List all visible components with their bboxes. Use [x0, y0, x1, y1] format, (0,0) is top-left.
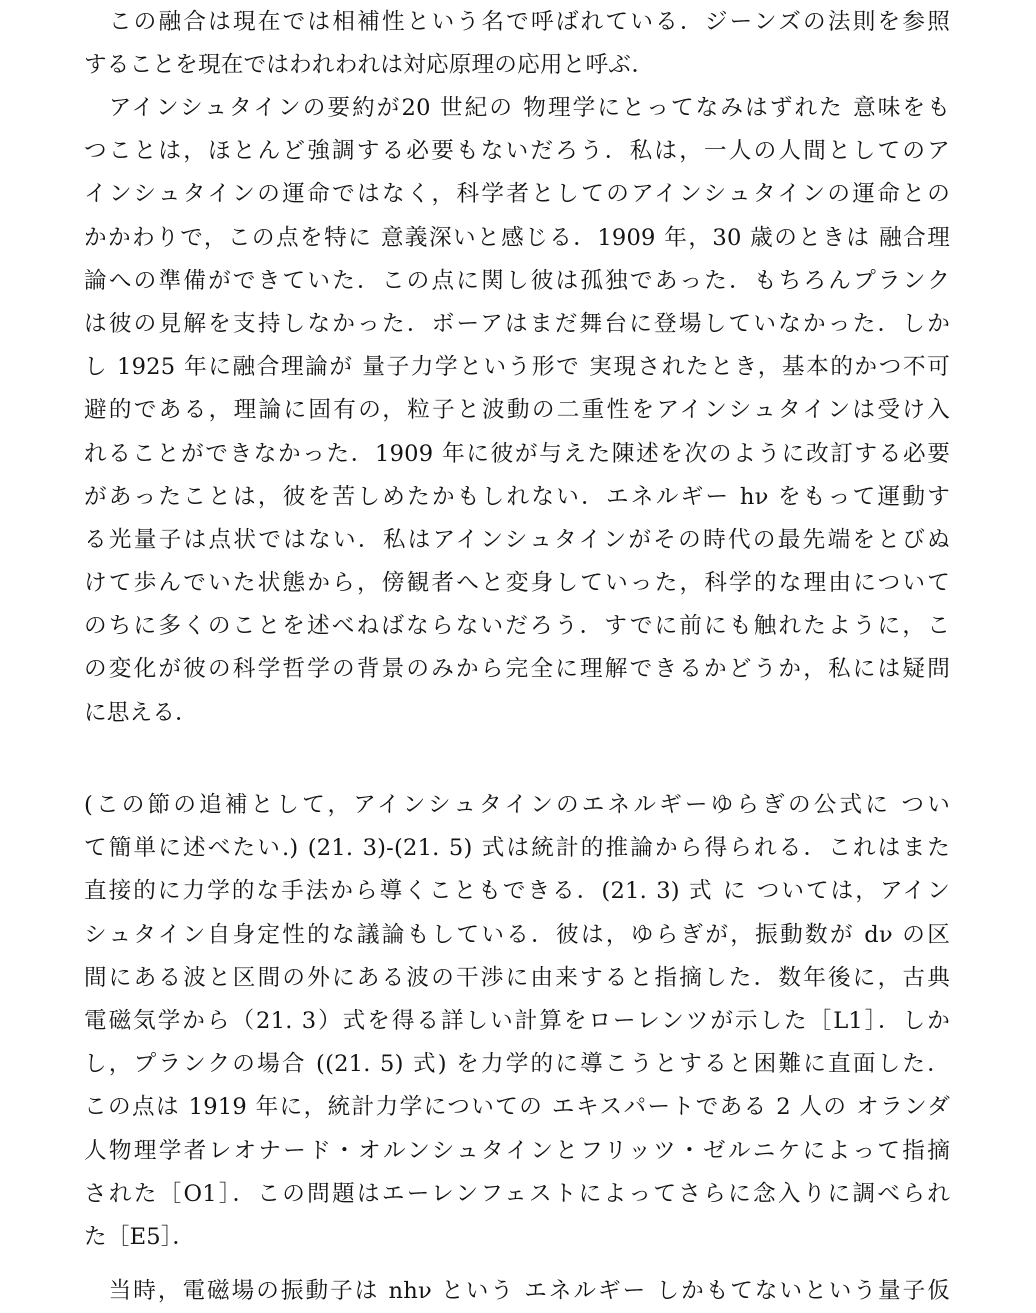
text-line: 直接的に力学的な手法から導くこともできる．(21. 3) 式 に ついては，アイン — [84, 878, 950, 905]
text-line: この点は 1919 年に，統計力学についての エキスパートである 2 人の オランダ — [84, 1094, 950, 1121]
text-line: (この節の追補として，アインシュタインのエネルギーゆらぎの公式に つい — [84, 792, 950, 818]
paragraph-einstein-summary — [84, 87, 950, 735]
text-line: に思える． — [84, 699, 198, 726]
text-line: することを現在ではわれわれは対応原理の応用と呼ぶ． — [84, 52, 655, 79]
text-line: けて歩んでいた状態から，傍観者へと変身していった，科学的な理由について — [84, 570, 950, 597]
text-line: 避的である，理論に固有の，粒子と波動の二重性をアインシュタインは受け入 — [84, 397, 950, 424]
text-line: は彼の見解を支持しなかった．ボーアはまだ舞台に登場していなかった．しか — [84, 310, 950, 337]
paragraph-oscillator — [84, 1270, 950, 1313]
text-line: があったことは，彼を苦しめたかもしれない．エネルギー hν をもって運動す — [84, 483, 950, 510]
text-line: かかわりで，この点を特に 意義深いと感じる．1909 年，30 歳のときは 融合理 — [84, 224, 950, 251]
text-line: れることができなかった．1909 年に彼が与えた陳述を次のように改訂する必要 — [84, 440, 950, 467]
text-line: インシュタインの運命ではなく，科学者としてのアインシュタインの運命との — [84, 181, 950, 208]
text-line: の変化が彼の科学哲学の背景のみから完全に理解できるかどうか，私には疑問 — [84, 656, 950, 683]
paragraph-fluctuation-supplement — [84, 784, 950, 1259]
text-line: し，プランクの場合 ((21. 5) 式) を力学的に導こうとすると困難に直面した． — [84, 1051, 950, 1078]
text-line: つことは，ほとんど強調する必要もないだろう．私は，一人の人間としてのア — [84, 138, 950, 165]
text-line: 間にある波と区間の外にある波の干渉に由来すると指摘した．数年後に，古典 — [84, 964, 950, 991]
text-line: 人物理学者レオナード・オルンシュタインとフリッツ・ゼルニケによって指摘 — [84, 1137, 950, 1164]
text-line: のちに多くのことを述べねばならないだろう．すでに前にも触れたように，こ — [84, 613, 950, 640]
text-line: た［E5］． — [84, 1223, 196, 1250]
text-line: る光量子は点状ではない．私はアインシュタインがその時代の最先端をとびぬ — [84, 526, 950, 553]
text-line: 論への準備ができていた．この点に関し彼は孤独であった．もちろんプランク — [84, 267, 950, 294]
text-line: 電磁気学から（21. 3）式を得る詳しい計算をローレンツが示した［L1］．しか — [84, 1007, 950, 1034]
text-line: て簡単に述べたい.) (21. 3)-(21. 5) 式は統計的推論から得られる．これはまた — [84, 835, 950, 862]
text-line: この融合は現在では相補性という名で呼ばれている．ジーンズの法則を参照 — [84, 9, 950, 35]
text-line: し 1925 年に融合理論が 量子力学という形で 実現されたとき，基本的かつ不可 — [84, 354, 950, 381]
text-line: された［O1］．この問題はエーレンフェストによってさらに念入りに調べられ — [84, 1180, 950, 1207]
paragraph-complementarity — [84, 1, 950, 87]
text-line: シュタイン自身定性的な議論もしている．彼は，ゆらぎが，振動数が dν の区 — [84, 921, 950, 948]
text-line: アインシュタインの要約が20 世紀の 物理学にとってなみはずれた 意味をも — [84, 95, 950, 121]
text-line: 当時，電磁場の振動子は nhν という エネルギー しかもてないという量子仮 — [84, 1278, 950, 1304]
